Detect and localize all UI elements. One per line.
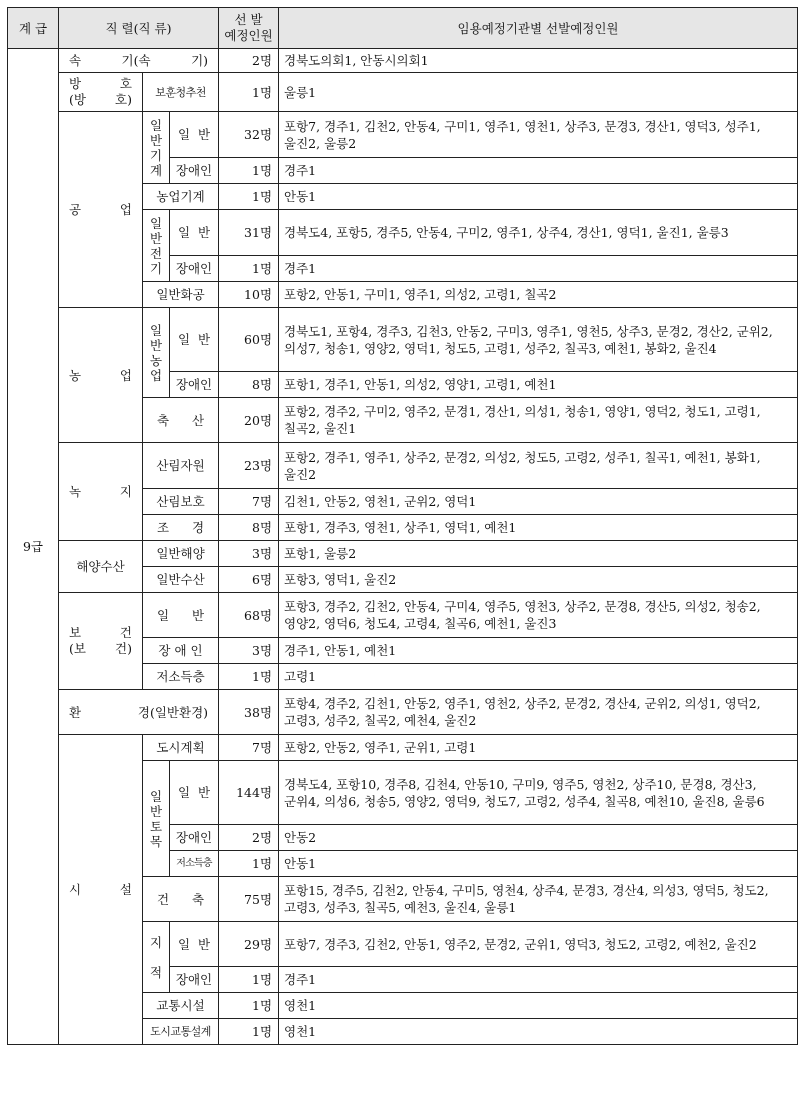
table-row (8, 73, 798, 112)
job-class-cell: 일 반 전 기 (143, 210, 170, 282)
table-row (8, 308, 798, 372)
table-row (8, 690, 798, 735)
distribution-cell: 포항2, 경주1, 영주1, 상주2, 문경2, 의성2, 청도5, 고령2, 성주1, 칠곡1, 예천1, 봉화1, 울진2 (279, 443, 798, 489)
job-series-cell: 해양수산 (59, 541, 143, 593)
sub-class-cell: 장애인 (170, 967, 219, 993)
job-class-cell: 일 반 (143, 593, 219, 638)
table-row (8, 593, 798, 638)
count-cell: 1명 (219, 851, 279, 877)
count-cell: 2명 (219, 825, 279, 851)
job-class-cell: 교통시설 (143, 993, 219, 1019)
table-row (8, 49, 798, 73)
job-class-cell: 일반해양 (143, 541, 219, 567)
sub-class-cell: 저소득층 (170, 851, 219, 877)
count-cell: 10명 (219, 282, 279, 308)
header-row (8, 8, 798, 49)
distribution-cell: 영천1 (279, 993, 798, 1019)
count-cell: 1명 (219, 158, 279, 184)
count-cell: 60명 (219, 308, 279, 372)
header-grade: 계 급 (8, 8, 59, 49)
count-cell: 7명 (219, 735, 279, 761)
distribution-cell: 경주1, 안동1, 예천1 (279, 638, 798, 664)
job-series-cell: 방 호 (방 호) (59, 73, 143, 112)
job-class-cell: 일 반 토 목 (143, 761, 170, 877)
count-cell: 144명 (219, 761, 279, 825)
count-cell: 31명 (219, 210, 279, 256)
distribution-cell: 포항3, 경주2, 김천2, 안동4, 구미4, 영주5, 영천3, 상주2, 문경8, 경산5, 의성2, 청송2, 영양2, 영덕6, 청도4, 고령4, 칠곡6, 예천1, 울진3 (279, 593, 798, 638)
distribution-cell: 포항3, 영덕1, 울진2 (279, 567, 798, 593)
sub-class-cell: 일 반 (170, 308, 219, 372)
count-cell: 38명 (219, 690, 279, 735)
sub-class-cell: 일 반 (170, 210, 219, 256)
distribution-cell: 포항7, 경주1, 김천2, 안동4, 구미1, 영주1, 영천1, 상주3, 문경3, 경산1, 영덕3, 성주1, 울진2, 울릉2 (279, 112, 798, 158)
grade-cell: 9급 (8, 49, 59, 1045)
job-class-cell: 저소득층 (143, 664, 219, 690)
distribution-cell: 안동1 (279, 851, 798, 877)
count-cell: 29명 (219, 922, 279, 967)
job-series-cell: 농 업 (59, 308, 143, 443)
count-cell: 3명 (219, 541, 279, 567)
table-row (8, 443, 798, 489)
count-cell: 6명 (219, 567, 279, 593)
job-class-cell: 일 반 기 계 (143, 112, 170, 184)
distribution-cell: 경주1 (279, 158, 798, 184)
job-class-cell: 산림보호 (143, 489, 219, 515)
distribution-cell: 경주1 (279, 967, 798, 993)
count-cell: 2명 (219, 49, 279, 73)
recruitment-table (7, 7, 798, 1045)
count-cell: 75명 (219, 877, 279, 922)
distribution-cell: 포항1, 경주1, 안동1, 의성2, 영양1, 고령1, 예천1 (279, 372, 798, 398)
count-cell: 3명 (219, 638, 279, 664)
distribution-cell: 영천1 (279, 1019, 798, 1045)
count-cell: 8명 (219, 372, 279, 398)
distribution-cell: 울릉1 (279, 73, 798, 112)
job-series-cell: 녹 지 (59, 443, 143, 541)
job-class-cell: 산림자원 (143, 443, 219, 489)
count-cell: 1명 (219, 967, 279, 993)
job-series-cell: 시 설 (59, 735, 143, 1045)
job-class-cell: 일반수산 (143, 567, 219, 593)
distribution-cell: 포항7, 경주3, 김천2, 안동1, 영주2, 문경2, 군위1, 영덕3, 청도2, 고령2, 예천2, 울진2 (279, 922, 798, 967)
header-job-series: 직 렬(직 류) (59, 8, 219, 49)
job-series-cell: 보 건 (보 건) (59, 593, 143, 690)
job-series-cell: 환 경(일반환경) (59, 690, 219, 735)
distribution-cell: 포항2, 안동1, 구미1, 영주1, 의성2, 고령1, 칠곡2 (279, 282, 798, 308)
count-cell: 68명 (219, 593, 279, 638)
job-class-cell: 농업기계 (143, 184, 219, 210)
job-class-cell: 지 적 (143, 922, 170, 993)
job-class-cell: 도시교통설계 (143, 1019, 219, 1045)
job-class-cell: 장 애 인 (143, 638, 219, 664)
sub-class-cell: 장애인 (170, 256, 219, 282)
count-cell: 8명 (219, 515, 279, 541)
sub-class-cell: 일 반 (170, 922, 219, 967)
job-class-cell: 건 축 (143, 877, 219, 922)
count-cell: 23명 (219, 443, 279, 489)
count-cell: 1명 (219, 664, 279, 690)
count-cell: 1명 (219, 993, 279, 1019)
header-count-line1: 선 발 (234, 12, 263, 27)
count-cell: 7명 (219, 489, 279, 515)
table-row (8, 735, 798, 761)
sub-class-cell: 장애인 (170, 372, 219, 398)
distribution-cell: 포항2, 경주2, 구미2, 영주2, 문경1, 경산1, 의성1, 청송1, 영양1, 영덕2, 청도1, 고령1, 칠곡2, 울진1 (279, 398, 798, 443)
job-class-cell: 보훈청추천 (143, 73, 219, 112)
sub-class-cell: 일 반 (170, 112, 219, 158)
job-class-cell: 조 경 (143, 515, 219, 541)
distribution-cell: 경북도4, 포항5, 경주5, 안동4, 구미2, 영주1, 상주4, 경산1, 영덕1, 울진1, 울릉3 (279, 210, 798, 256)
job-class-cell: 일반화공 (143, 282, 219, 308)
distribution-cell: 포항2, 안동2, 영주1, 군위1, 고령1 (279, 735, 798, 761)
distribution-cell: 경북도4, 포항10, 경주8, 김천4, 안동10, 구미9, 영주5, 영천2, 상주10, 문경8, 경산3, 군위4, 의성6, 청송5, 영양2, 영덕9, 청도7, 고령2, 성주4, 칠곡8, 예천10, 울진8, 울릉6 (279, 761, 798, 825)
table-row (8, 541, 798, 567)
job-series-cell: 속 기(속 기) (59, 49, 219, 73)
header-count (219, 8, 279, 49)
distribution-cell: 고령1 (279, 664, 798, 690)
count-cell: 32명 (219, 112, 279, 158)
distribution-cell: 포항1, 울릉2 (279, 541, 798, 567)
distribution-cell: 포항1, 경주3, 영천1, 상주1, 영덕1, 예천1 (279, 515, 798, 541)
count-cell: 20명 (219, 398, 279, 443)
count-cell: 1명 (219, 256, 279, 282)
sub-class-cell: 장애인 (170, 825, 219, 851)
job-class-cell: 도시계획 (143, 735, 219, 761)
sub-class-cell: 일 반 (170, 761, 219, 825)
distribution-cell: 안동2 (279, 825, 798, 851)
count-cell: 1명 (219, 1019, 279, 1045)
header-distribution: 임용예정기관별 선발예정인원 (279, 8, 798, 49)
count-cell: 1명 (219, 73, 279, 112)
distribution-cell: 경북도1, 포항4, 경주3, 김천3, 안동2, 구미3, 영주1, 영천5, 상주3, 문경2, 경산2, 군위2, 의성7, 청송1, 영양2, 영덕1, 청도5, 고령1, 성주2, 칠곡3, 예천1, 봉화2, 울진4 (279, 308, 798, 372)
distribution-cell: 안동1 (279, 184, 798, 210)
distribution-cell: 포항15, 경주5, 김천2, 안동4, 구미5, 영천4, 상주4, 문경3, 경산4, 의성3, 영덕5, 청도2, 고령3, 성주3, 칠곡5, 예천3, 울진4, 울릉1 (279, 877, 798, 922)
distribution-cell: 경주1 (279, 256, 798, 282)
table-row (8, 112, 798, 158)
distribution-cell: 김천1, 안동2, 영천1, 군위2, 영덕1 (279, 489, 798, 515)
distribution-cell: 포항4, 경주2, 김천1, 안동2, 영주1, 영천2, 상주2, 문경2, 경산4, 군위2, 의성1, 영덕2, 고령3, 성주2, 칠곡2, 예천4, 울진2 (279, 690, 798, 735)
count-cell: 1명 (219, 184, 279, 210)
distribution-cell: 경북도의회1, 안동시의회1 (279, 49, 798, 73)
job-class-cell: 축 산 (143, 398, 219, 443)
header-count-line2: 예정인원 (224, 28, 273, 43)
job-series-cell: 공 업 (59, 112, 143, 308)
job-class-cell: 일 반 농 업 (143, 308, 170, 398)
sub-class-cell: 장애인 (170, 158, 219, 184)
